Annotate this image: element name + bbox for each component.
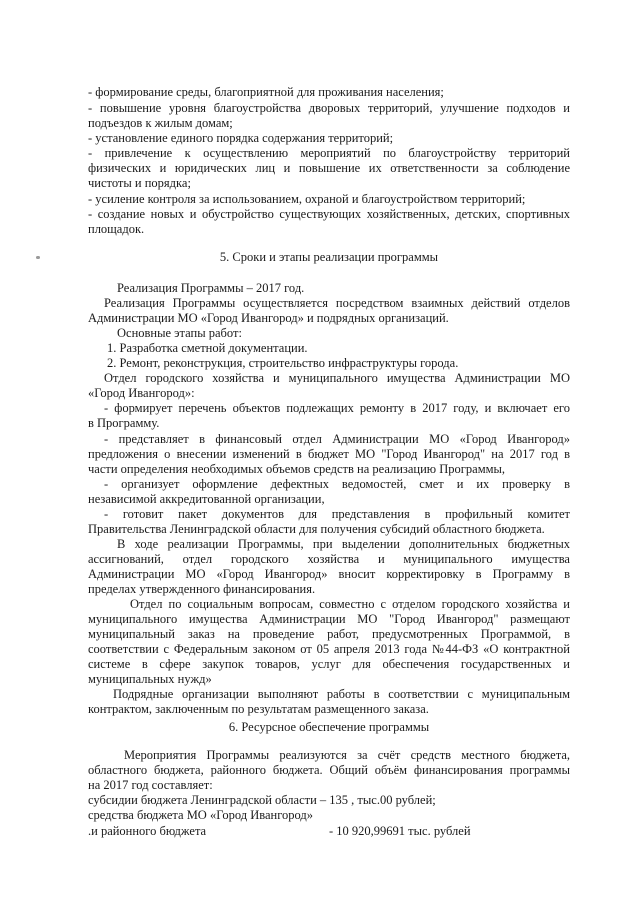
goal-line: - создание новых и обустройство существующих хозяйственных, детских, спортивных	[88, 207, 570, 221]
paragraph-line: пределах утвержденного финансирования.	[88, 582, 316, 596]
paragraph-line: «Город Ивангород»:	[88, 386, 195, 400]
section-5-heading: 5. Сроки и этапы реализации программы	[219, 250, 439, 264]
paragraph-line: Мероприятия Программы реализуются за счёт средств местного бюджета,	[124, 748, 570, 762]
paragraph-line: Подрядные организации выполняют работы в соответствии с муниципальным	[113, 687, 570, 701]
paragraph-line: Основные этапы работ:	[117, 326, 242, 340]
paragraph-line: Реализация Программы осуществляется посредством взаимных действий отделов	[104, 296, 570, 310]
paragraph-line: предложения о внесении изменений в бюджет МО "Город Ивангород" на 2017 год в	[88, 447, 570, 461]
paragraph-line: - формирует перечень объектов подлежащих ремонту в 2017 году, и включает его	[104, 401, 570, 415]
goal-line: - усиление контроля за использованием, охраной и благоустройством территорий;	[88, 192, 526, 206]
paragraph-line: системе в сфере закупок товаров, услуг для обеспечения государственных и	[88, 657, 570, 671]
paragraph-line: Отдел городского хозяйства и муниципального имущества Администрации МО	[104, 371, 570, 385]
paragraph-line: муниципальных нужд»	[88, 672, 212, 686]
paragraph-line: на 2017 год составляет:	[88, 778, 213, 792]
paragraph-line: Реализация Программы – 2017 год.	[117, 281, 305, 295]
paragraph-line: муниципальный заказ на проведение работ, предусмотренных Программой, в	[88, 627, 570, 641]
paragraph-line: соответствии с Федеральным законом от 05 апреля 2013 года №44-ФЗ «О контрактной	[88, 642, 570, 656]
paragraph-line: - представляет в финансовый отдел Администрации МО «Город Ивангород»	[104, 432, 570, 446]
goal-line: подъездов к жилым домам;	[88, 116, 233, 130]
funding-amount: - 10 920,99691 тыс. рублей	[329, 824, 471, 838]
paragraph-line: независимой аккредитованной организации,	[88, 492, 325, 506]
funding-line: .и районного бюджета	[88, 824, 207, 838]
funding-line: субсидии бюджета Ленинградской области – 135 , тыс.00 рублей;	[88, 793, 436, 807]
paragraph-line: Администрации МО «Город Ивангород» и подрядных организаций.	[88, 311, 449, 325]
goal-line: - установление единого порядка содержания территорий;	[88, 131, 394, 145]
paragraph-line: В ходе реализации Программы, при выделении дополнительных бюджетных	[117, 537, 570, 551]
paragraph-line: - готовит пакет документов для представления в профильный комитет	[104, 507, 570, 521]
paragraph-line: Отдел по социальным вопросам, совместно с отделом городского хозяйства и	[130, 597, 570, 611]
paragraph-line: муниципального имущества Администрации МО "Город Ивангород" размещают	[88, 612, 570, 626]
paragraph-line: Администрации МО «Город Ивангород» вносит корректировку в Программу в	[88, 567, 570, 581]
paragraph-line: Правительства Ленинградской области для получения субсидий областного бюджета.	[88, 522, 545, 536]
goal-line: чистоты и порядка;	[88, 176, 191, 190]
paragraph-line: областного бюджета, районного бюджета. Общий объём финансирования программы	[88, 763, 570, 777]
paragraph-line: - организует оформление дефектных ведомостей, смет и их проверку в	[104, 477, 570, 491]
section-6-heading: 6. Ресурсное обеспечение программы	[228, 720, 430, 734]
funding-line: средства бюджета МО «Город Ивангород»	[88, 808, 314, 822]
goal-line: площадок.	[88, 222, 145, 236]
scan-speck	[36, 256, 40, 259]
goal-line: - формирование среды, благоприятной для проживания населения;	[88, 85, 444, 99]
goal-line: - повышение уровня благоустройства дворовых территорий, улучшение подходов и	[88, 101, 570, 115]
stage-item: 1. Разработка сметной документации.	[107, 341, 308, 355]
goal-line: - привлечение к осуществлению мероприятий по благоустройству территорий	[88, 146, 570, 160]
paragraph-line: ассигнований, отдел городского хозяйства и муниципального имущества	[88, 552, 570, 566]
stage-item: 2. Ремонт, реконструкция, строительство инфраструктуры города.	[107, 356, 459, 370]
goal-line: физических и юридических лиц и повышение их ответственности за соблюдение	[88, 161, 570, 175]
paragraph-line: контрактом, заключенным по результатам размещенного заказа.	[88, 702, 429, 716]
paragraph-line: части определения необходимых объемов средств на реализацию Программы,	[88, 462, 506, 476]
paragraph-line: в Программу.	[88, 416, 160, 430]
